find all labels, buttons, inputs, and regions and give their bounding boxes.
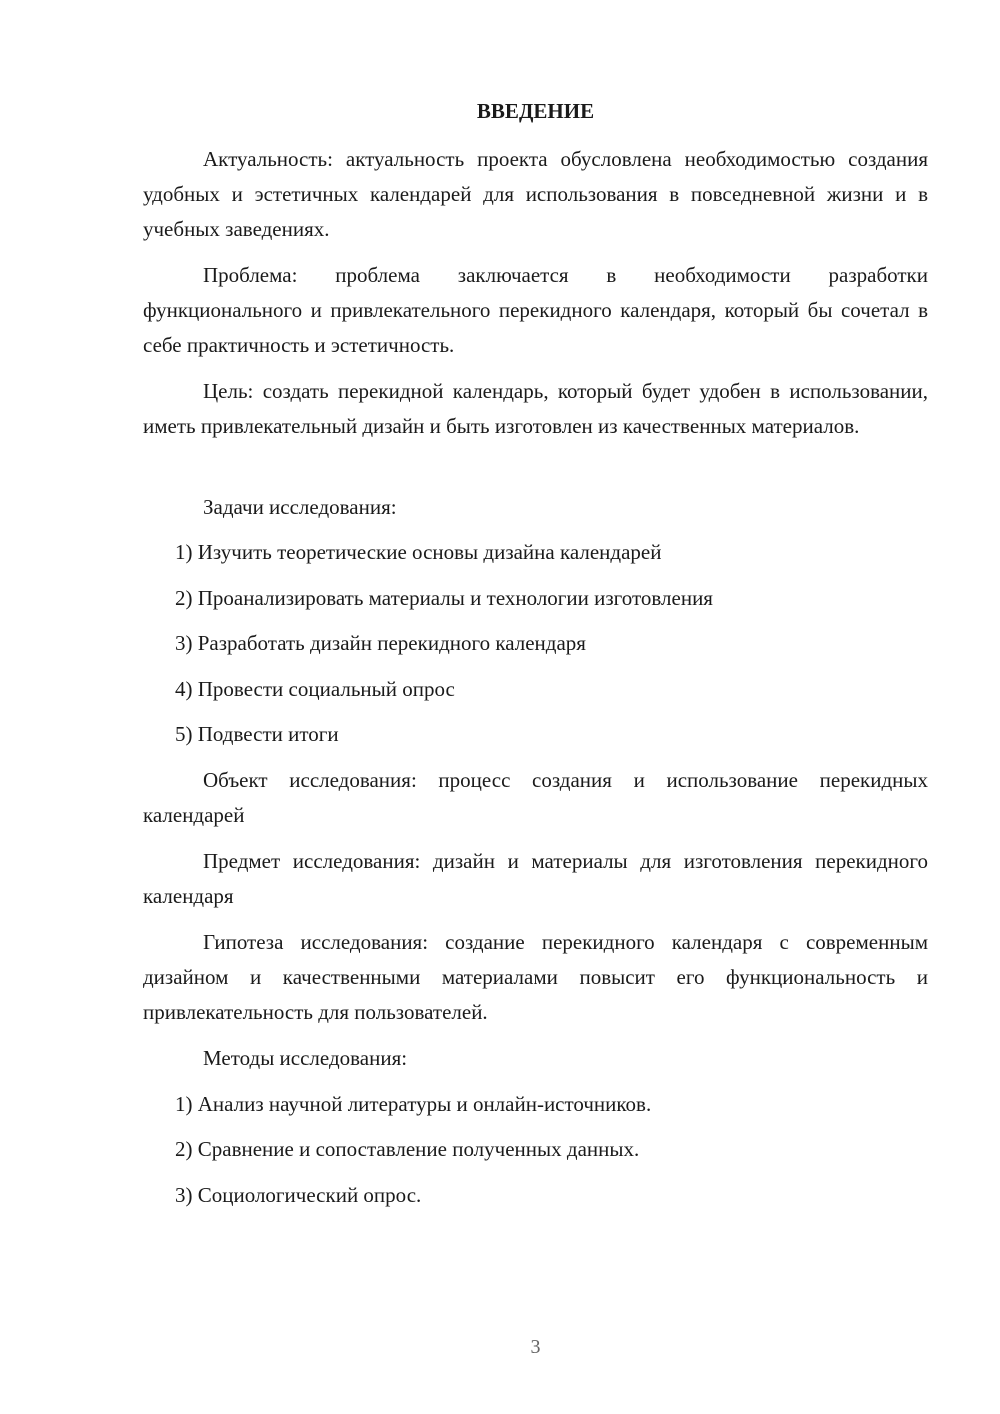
problem-paragraph: Проблема: проблема заключается в необходимости разработки функционального и привлекательного перекидного календаря, который бы сочетал в себе практичность и эстетичность. xyxy=(143,263,928,357)
hypothesis-paragraph: Гипотеза исследования: создание перекидного календаря с современным дизайном и качественными материалами повысит его функциональность и привлекательность для пользователей. xyxy=(143,930,928,1024)
goal-paragraph: Цель: создать перекидной календарь, который будет удобен в использовании, иметь привлекательный дизайн и быть изготовлен из качественных материалов. xyxy=(143,379,928,438)
object-paragraph: Объект исследования: процесс создания и использование перекидных календарей xyxy=(143,768,928,827)
page-number: 3 xyxy=(530,1336,541,1358)
method-item: 2) Сравнение и сопоставление полученных данных. xyxy=(175,1137,640,1161)
task-item: 4) Провести социальный опрос xyxy=(175,677,455,701)
document-page xyxy=(143,0,928,1414)
method-item: 3) Социологический опрос. xyxy=(175,1183,422,1207)
task-item: 1) Изучить теоретические основы дизайна календарей xyxy=(175,540,662,564)
task-item: 5) Подвести итоги xyxy=(175,722,339,746)
document-title: ВВЕДЕНИЕ xyxy=(476,99,595,123)
method-item: 1) Анализ научной литературы и онлайн-источников. xyxy=(175,1092,652,1116)
task-item: 2) Проанализировать материалы и технологии изготовления xyxy=(175,586,713,610)
subject-paragraph: Предмет исследования: дизайн и материалы для изготовления перекидного календаря xyxy=(143,849,928,908)
task-item: 3) Разработать дизайн перекидного календаря xyxy=(175,631,586,655)
methods-heading: Методы исследования: xyxy=(203,1046,408,1070)
relevance-paragraph: Актуальность: актуальность проекта обусловлена необходимостью создания удобных и эстетичных календарей для использования в повседневной жизни и в учебных заведениях. xyxy=(143,147,928,241)
tasks-heading: Задачи исследования: xyxy=(203,495,397,519)
